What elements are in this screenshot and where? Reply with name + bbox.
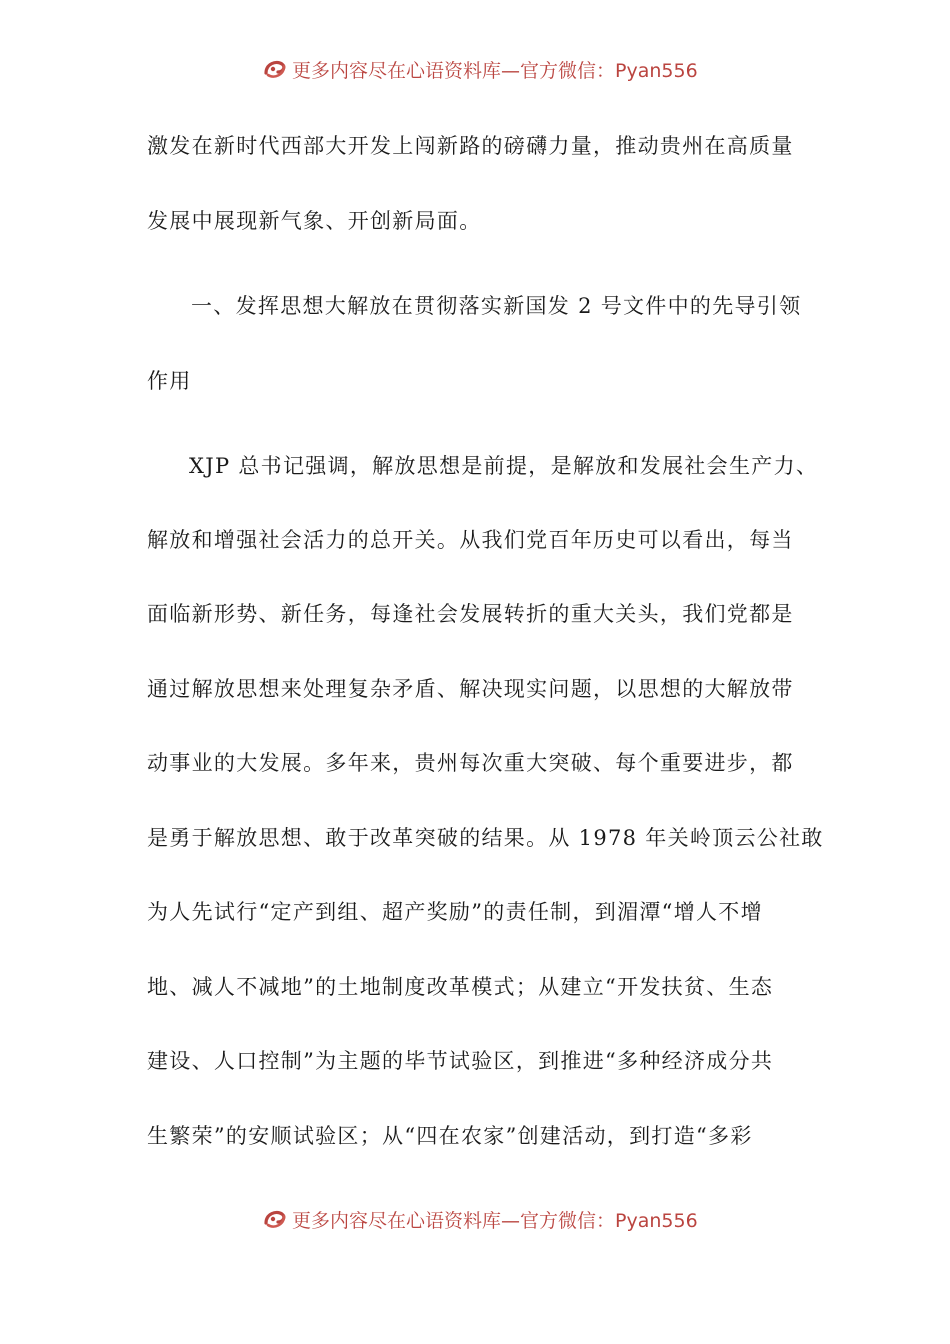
section-heading-cont: 作用 [147,369,192,393]
text-line: 地、减人不减地”的土地制度改革模式；从建立“开发扶贫、生态 [147,975,774,999]
footer-watermark [262,1206,698,1232]
text-line: 激发在新时代西部大开发上闯新路的磅礴力量，推动贵州在高质量 [147,134,794,158]
text-line: 动事业的大发展。多年来，贵州每次重大突破、每个重要进步，都 [147,751,794,775]
header-watermark [262,56,698,82]
text-line: 通过解放思想来处理复杂矛盾、解决现实问题，以思想的大解放带 [147,677,794,701]
header-watermark-text: 更多内容尽在心语资料库—官方微信：Pyan556 [292,59,698,82]
text-line: 生繁荣”的安顺试验区；从“四在农家”创建活动，到打造“多彩 [147,1124,753,1148]
text-line: XJP 总书记强调，解放思想是前提，是解放和发展社会生产力、 [189,454,819,478]
section-heading: 一、发挥思想大解放在贯彻落实新国发 2 号文件中的先导引领 [191,294,802,318]
text-line: 解放和增强社会活力的总开关。从我们党百年历史可以看出，每当 [147,528,794,552]
swirl-logo-icon [262,56,288,82]
footer-watermark-text: 更多内容尽在心语资料库—官方微信：Pyan556 [292,1209,698,1232]
text-line: 为人先试行“定产到组、超产奖励”的责任制，到湄潭“增人不增 [147,900,763,924]
text-line: 建设、人口控制”为主题的毕节试验区，到推进“多种经济成分共 [147,1049,774,1073]
text-line: 发展中展现新气象、开创新局面。 [147,209,482,233]
text-line: 是勇于解放思想、敢于改革突破的结果。从 1978 年关岭顶云公社敢 [147,826,824,850]
swirl-logo-icon [262,1206,288,1232]
text-line: 面临新形势、新任务，每逢社会发展转折的重大关头，我们党都是 [147,602,794,626]
